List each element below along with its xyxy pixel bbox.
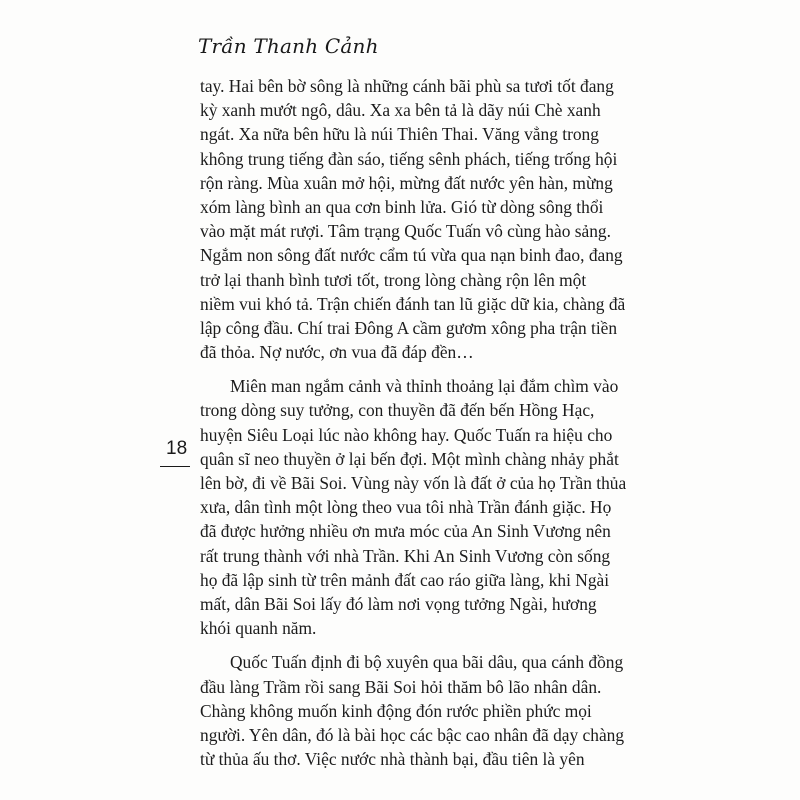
paragraph-1	[200, 74, 730, 364]
text-line: không trung tiếng đàn sáo, tiếng sênh phách, tiếng trống hội	[200, 148, 618, 169]
text-line: đã thỏa. Nợ nước, ơn vua đã đáp đền…	[200, 342, 474, 363]
paragraph-gap	[200, 364, 730, 374]
text-line: từ thủa ấu thơ. Việc nước nhà thành bại, đầu tiên là yên	[200, 749, 585, 770]
text-line: Chàng không muốn kinh động đón rước phiền phức mọi	[200, 700, 592, 721]
text-line: trở lại thanh bình tươi tốt, trong lòng chàng rộn lên một	[200, 269, 587, 290]
body-text	[200, 74, 730, 771]
page-number: 18	[166, 438, 188, 459]
paragraph-3	[200, 650, 730, 771]
text-line: đầu làng Trầm rồi sang Bãi Soi hỏi thăm bô lão nhân dân.	[200, 676, 602, 697]
text-line: trong dòng suy tưởng, con thuyền đã đến bến Hồng Hạc,	[200, 400, 595, 421]
text-line: mất, dân Bãi Soi lấy đó làm nơi vọng tưởng Ngài, hương	[200, 593, 597, 614]
text-line: tay. Hai bên bờ sông là những cánh bãi phù sa tươi tốt đang	[200, 76, 614, 96]
text-line: kỳ xanh mướt ngô, dâu. Xa xa bên tả là dãy núi Chè xanh	[200, 100, 601, 121]
running-header: Trần Thanh Cảnh	[198, 34, 379, 58]
text-line: niềm vui khó tả. Trận chiến đánh tan lũ giặc dữ kia, chàng đã	[200, 293, 626, 314]
paragraph-2	[200, 374, 730, 640]
text-line: ngát. Xa nữa bên hữu là núi Thiên Thai. Văng vẳng trong	[200, 124, 599, 145]
text-line: họ đã lập sinh từ trên mảnh đất cao ráo giữa làng, khi Ngài	[200, 569, 610, 590]
text-line: xóm làng bình an qua cơn binh lửa. Gió từ dòng sông thổi	[200, 196, 604, 217]
text-line: khói quanh năm.	[200, 618, 317, 639]
text-line: lập công đầu. Chí trai Đông A cầm gươm xông pha trận tiền	[200, 317, 618, 338]
paragraph-gap	[200, 640, 730, 650]
text-line: người. Yên dân, đó là bài học các bậc cao nhân đã dạy chàng	[200, 724, 625, 745]
text-line: rất trung thành với nhà Trần. Khi An Sinh Vương còn sống	[200, 545, 611, 566]
text-line: Ngắm non sông đất nước cẩm tú vừa qua nạn binh đao, đang	[200, 245, 623, 266]
text-line: rộn ràng. Mùa xuân mở hội, mừng đất nước yên hàn, mừng	[200, 172, 613, 193]
text-line: Miên man ngắm cảnh và thỉnh thoảng lại đắm chìm vào	[230, 376, 619, 397]
text-line: xưa, dân tình một lòng theo vua tôi nhà Trần đánh giặc. Họ	[200, 497, 612, 518]
text-line: lên bờ, đi về Bãi Soi. Vùng này vốn là đất ở của họ Trần thủa	[200, 473, 627, 493]
text-line: vào mặt mát rượi. Tâm trạng Quốc Tuấn vô cùng hào sảng.	[200, 221, 611, 242]
text-line: quân sĩ neo thuyền ở lại bến đợi. Một mình chàng nhảy phắt	[200, 448, 619, 469]
page-number-rule	[160, 466, 190, 467]
text-line: đã được hưởng nhiều ơn mưa móc của An Sinh Vương nên	[200, 521, 611, 542]
text-line: Quốc Tuấn định đi bộ xuyên qua bãi dâu, qua cánh đồng	[230, 652, 624, 673]
text-line: huyện Siêu Loại lúc nào không hay. Quốc Tuấn ra hiệu cho	[200, 424, 613, 445]
